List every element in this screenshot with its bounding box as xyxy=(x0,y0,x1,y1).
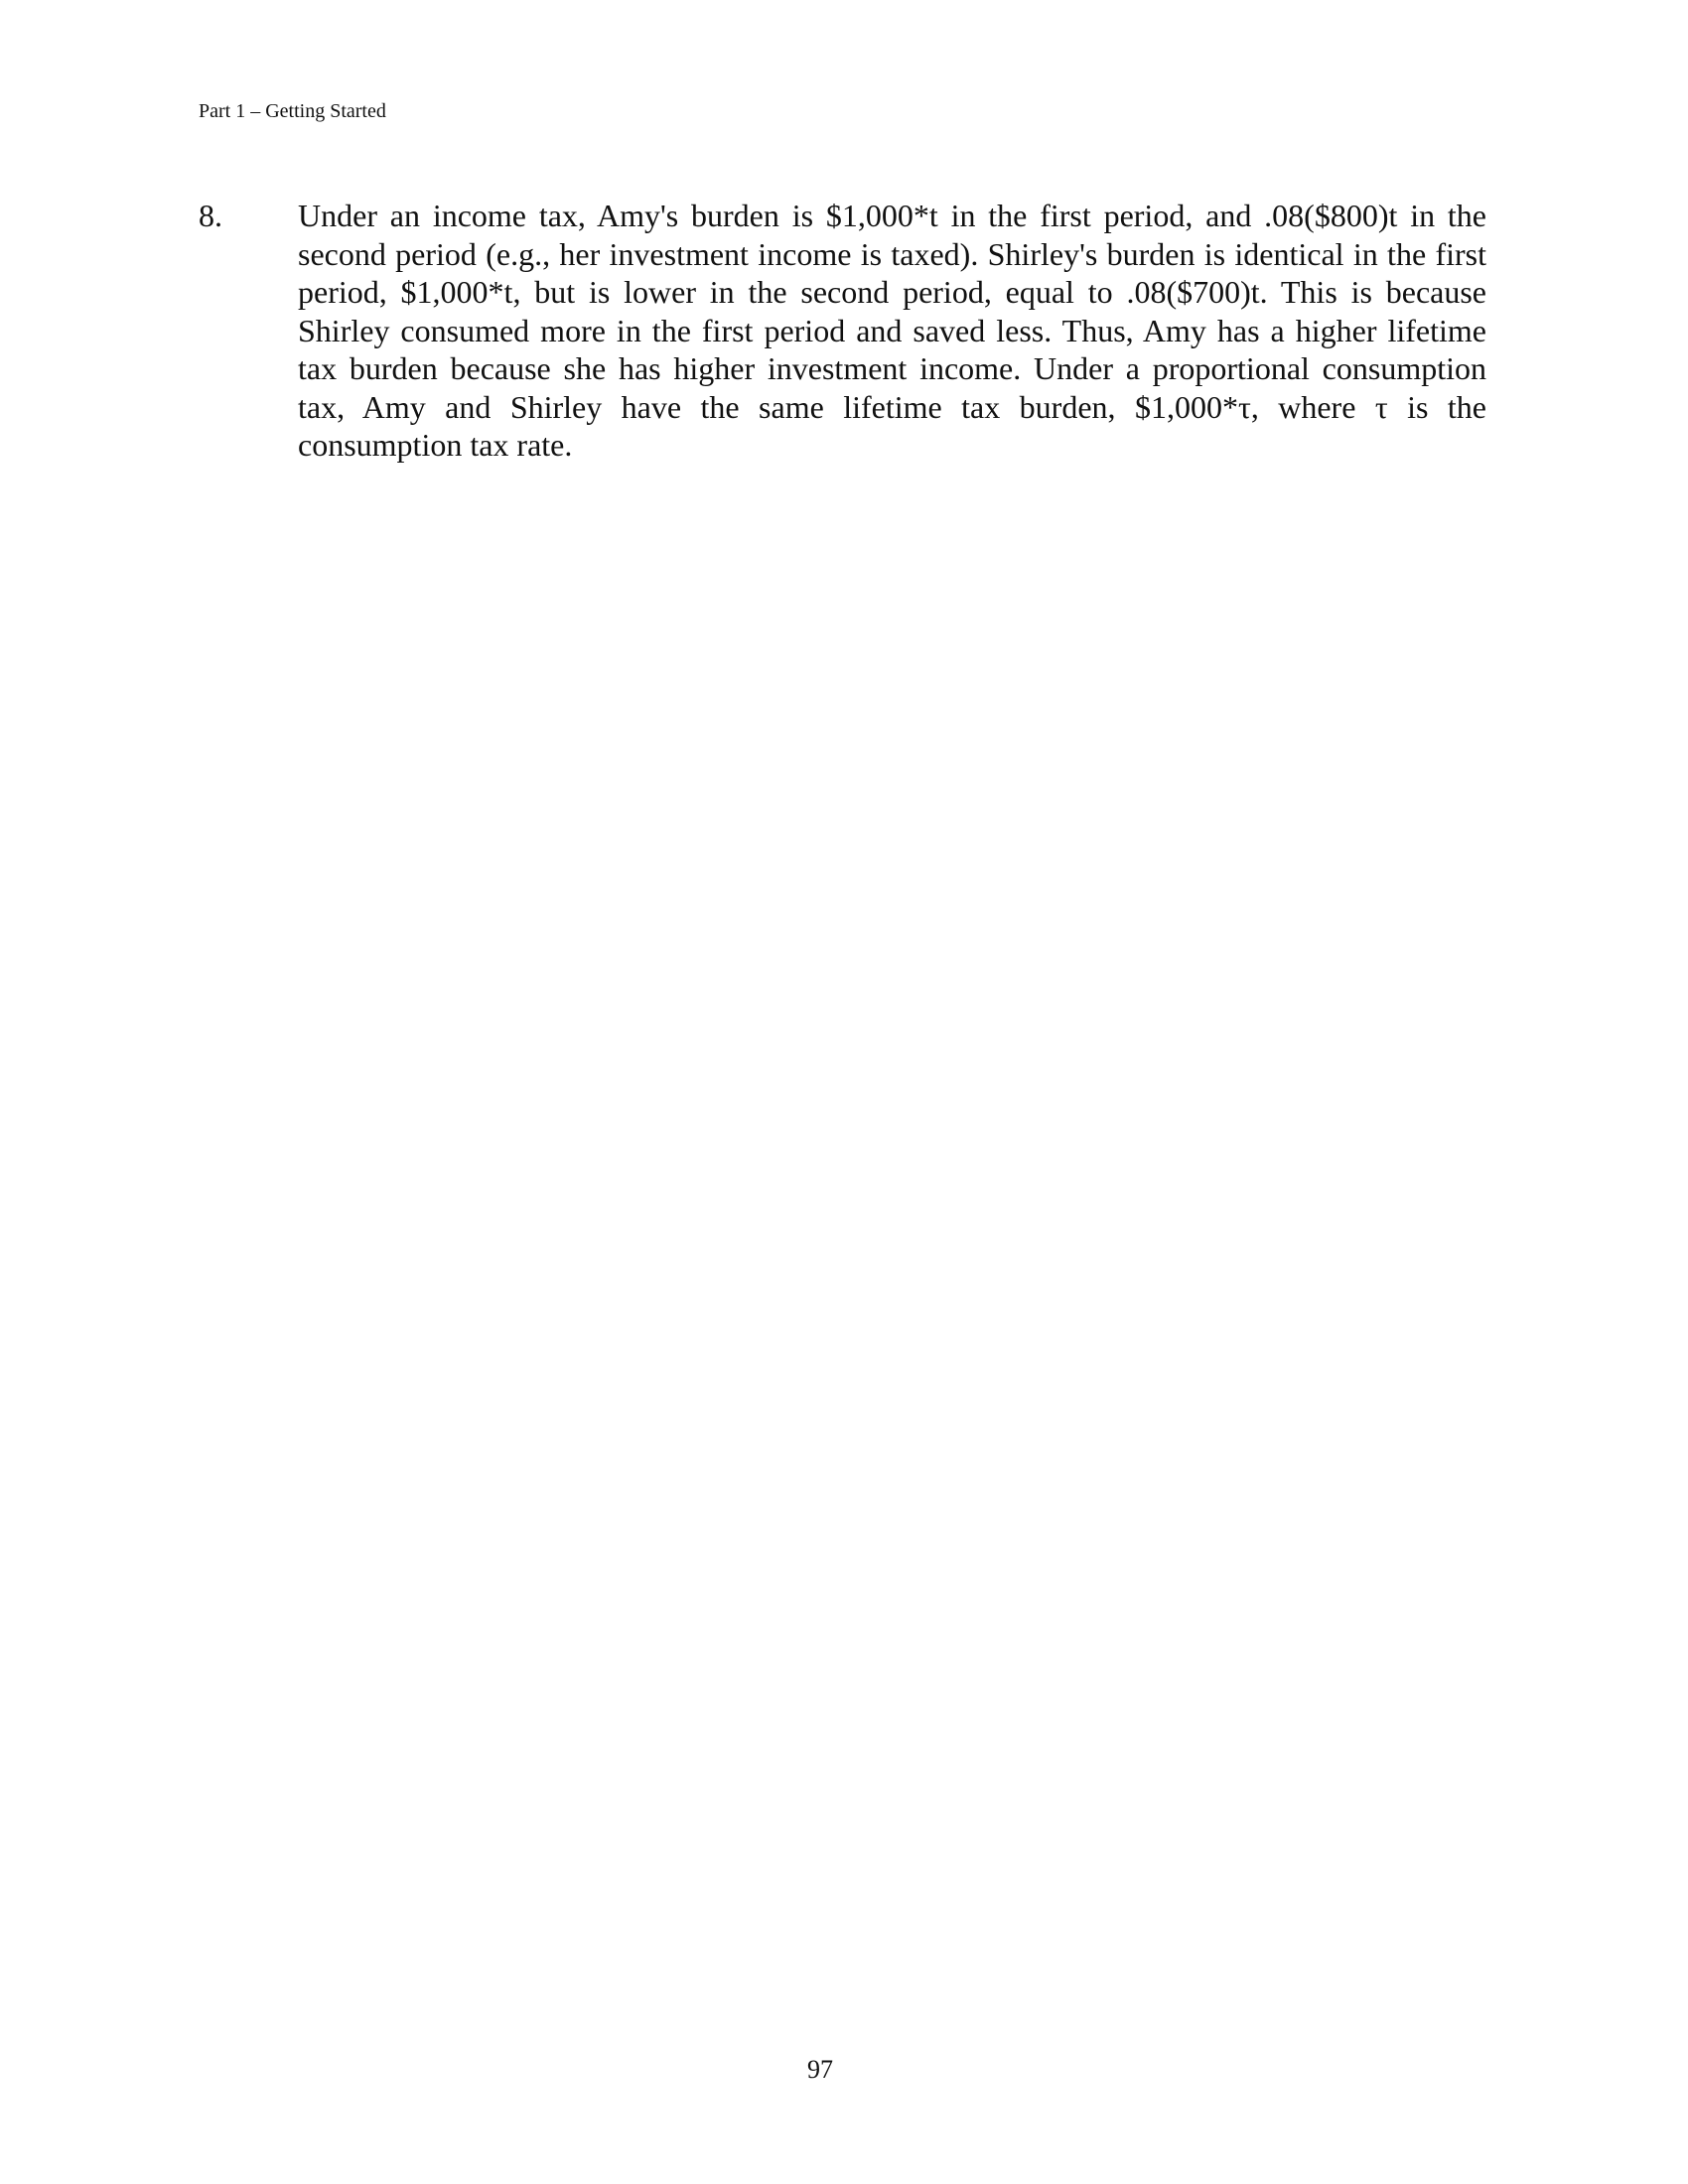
page-number: 97 xyxy=(807,2055,833,2084)
running-header: Part 1 – Getting Started xyxy=(199,100,386,122)
item-number: 8. xyxy=(199,198,222,233)
item-paragraph: Under an income tax, Amy's burden is $1,000*t in the first period, and .08($800)t in the second period (e.g., her investment income is taxed). Shirley's burden is identical in the first period, $1,000*t, but is lower in the second period, equal to .08($700)t. This is because Shirley consumed more in the first period and saved less. Thus, Amy has a higher lifetime tax burden because she has higher investment income. Under a proportional consumption tax, Amy and Shirley have the same lifetime tax burden, $1,000*τ, where τ is the consumption tax rate. xyxy=(298,198,1486,463)
answer-item xyxy=(199,197,1486,465)
